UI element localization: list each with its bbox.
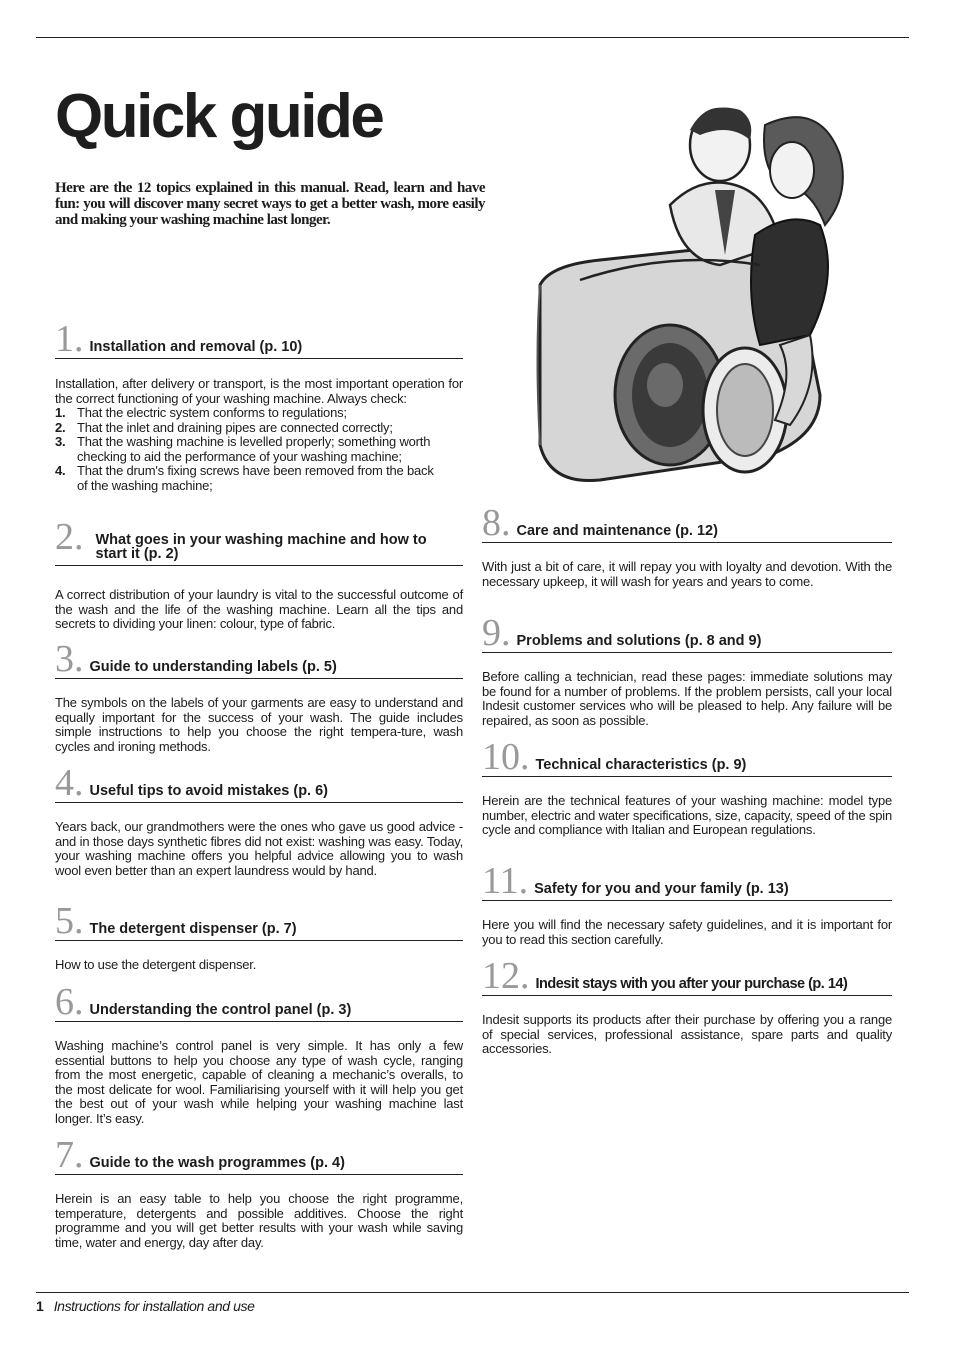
section-6	[55, 981, 463, 1126]
section-heading	[482, 612, 892, 654]
section-body: Herein are the technical features of your washing machine: model type number, electric and water specifications, size, capacity, speed of the spin cycle and compliance with Italian and European regulations.	[482, 793, 892, 837]
list-item: 3. That the washing machine is levelled properly; something worth checking to aid the performance of your washing machine;	[55, 434, 431, 464]
section-heading	[482, 736, 892, 778]
section-heading	[55, 900, 463, 942]
section-heading	[55, 762, 463, 804]
section-heading	[482, 955, 892, 997]
section-body: Installation, after delivery or transport, is the most important operation for the correct functioning of your washing machine. Always check:	[55, 376, 463, 406]
section-heading	[482, 502, 892, 544]
section-11	[482, 860, 892, 947]
list-item: 1. That the electric system conforms to regulations;	[55, 405, 347, 420]
section-10	[482, 736, 892, 838]
section-title: Indesit stays with you after your purchase (p. 14)	[535, 976, 848, 992]
section-number: 5.	[55, 900, 84, 942]
section-number: 8.	[482, 502, 511, 544]
section-title: Guide to understanding labels (p. 5)	[89, 659, 337, 675]
section-heading	[55, 981, 463, 1023]
footer-text: Instructions for installation and use	[53, 1298, 255, 1314]
couple-washing-machine-illustration	[520, 95, 860, 495]
section-number: 3.	[55, 638, 84, 680]
section-12	[482, 955, 892, 1057]
section-body: How to use the detergent dispenser.	[55, 957, 257, 972]
section-title: Guide to the wash programmes (p. 4)	[89, 1155, 345, 1171]
section-title: Care and maintenance (p. 12)	[516, 523, 718, 539]
top-rule	[36, 37, 909, 38]
section-body: Before calling a technician, read these pages: immediate solutions may be found for a number of problems. If the problem persists, call your local Indesit customer services who will be pleased to help. Any failure will be repaired, as soon as possible.	[482, 669, 892, 728]
section-5	[55, 900, 463, 973]
section-title: Technical characteristics (p. 9)	[535, 757, 747, 773]
section-number: 6.	[55, 981, 84, 1023]
section-heading	[55, 1134, 463, 1176]
section-title: Useful tips to avoid mistakes (p. 6)	[89, 783, 328, 799]
section-body: With just a bit of care, it will repay you with loyalty and devotion. With the necessary upkeep, it will wash for years and years to come.	[482, 559, 892, 589]
section-number: 2.	[55, 516, 84, 558]
section-3	[55, 638, 463, 754]
section-heading	[55, 638, 463, 680]
section-title: Problems and solutions (p. 8 and 9)	[516, 633, 762, 649]
section-9	[482, 612, 892, 728]
section-heading	[55, 516, 463, 566]
section-body: The symbols on the labels of your garments are easy to understand and equally important for the success of your wash. The guide includes simple instructions to help you choose the right tempera-ture, wash cycles and ironing methods.	[55, 695, 463, 754]
section-body: Here you will find the necessary safety guidelines, and it is important for you to read this section carefully.	[482, 917, 892, 947]
section-title: Safety for you and your family (p. 13)	[534, 881, 789, 897]
section-heading	[55, 318, 463, 360]
section-2	[55, 516, 463, 632]
section-body: A correct distribution of your laundry is vital to the successful outcome of the wash and the life of the washing machine. Learn all the tips and secrets to dividing your linen: colour, type of fabric.	[55, 587, 463, 631]
page-footer	[36, 1298, 254, 1314]
check-list	[55, 406, 463, 493]
section-number: 7.	[55, 1134, 84, 1176]
page-number: 1	[36, 1298, 44, 1314]
list-item: 2. That the inlet and draining pipes are connected correctly;	[55, 419, 393, 435]
section-8	[482, 502, 892, 589]
page-title: Quick guide	[55, 82, 383, 151]
section-number: 10.	[482, 736, 530, 778]
bottom-rule	[36, 1292, 909, 1293]
section-number: 9.	[482, 612, 511, 654]
section-body: Washing machine’s control panel is very simple. It has only a few essential buttons to help you choose any type of wash cycle, ranging from the most energetic, capable of cleaning a mechanic’s overalls, to the most delicate for wool. Familiarising yourself with it will help you get the best out of your wash while helping your washing machine last longer. It’s easy.	[55, 1038, 463, 1126]
section-title: The detergent dispenser (p. 7)	[89, 921, 297, 937]
intro-text: Here are the 12 topics explained in this manual. Read, learn and have fun: you will discover many secret ways to get a better wash, more easily and making your washing machine last longer.	[55, 180, 485, 228]
section-title: Understanding the control panel (p. 3)	[89, 1002, 352, 1018]
section-number: 11.	[482, 860, 529, 902]
section-body: Indesit supports its products after their purchase by offering you a range of special services, professional assistance, spare parts and quality accessories.	[482, 1012, 892, 1056]
section-title: What goes in your washing machine and how to start it (p. 2)	[95, 532, 427, 562]
section-number: 12.	[482, 955, 530, 997]
section-number: 4.	[55, 762, 84, 804]
section-4	[55, 762, 463, 878]
section-body: Herein is an easy table to help you choose the right programme, temperature, detergents and possible additives. Choose the right programme and you will get better results with your wash while saving time, water and energy, day after day.	[55, 1191, 463, 1250]
section-1	[55, 318, 463, 493]
list-item: 4. That the drum's fixing screws have been removed from the back of the washing machine;	[55, 463, 434, 493]
section-number: 1.	[55, 318, 84, 360]
section-body: Years back, our grandmothers were the ones who gave us good advice - and in those days synthetic fibres did not exist: washing was easy. Today, your washing machine offers you helpful advice allowing you to wash wool even better than an expert laundress would by hand.	[55, 819, 463, 878]
section-7	[55, 1134, 463, 1250]
section-heading	[482, 860, 892, 902]
section-title: Installation and removal (p. 10)	[89, 339, 303, 355]
